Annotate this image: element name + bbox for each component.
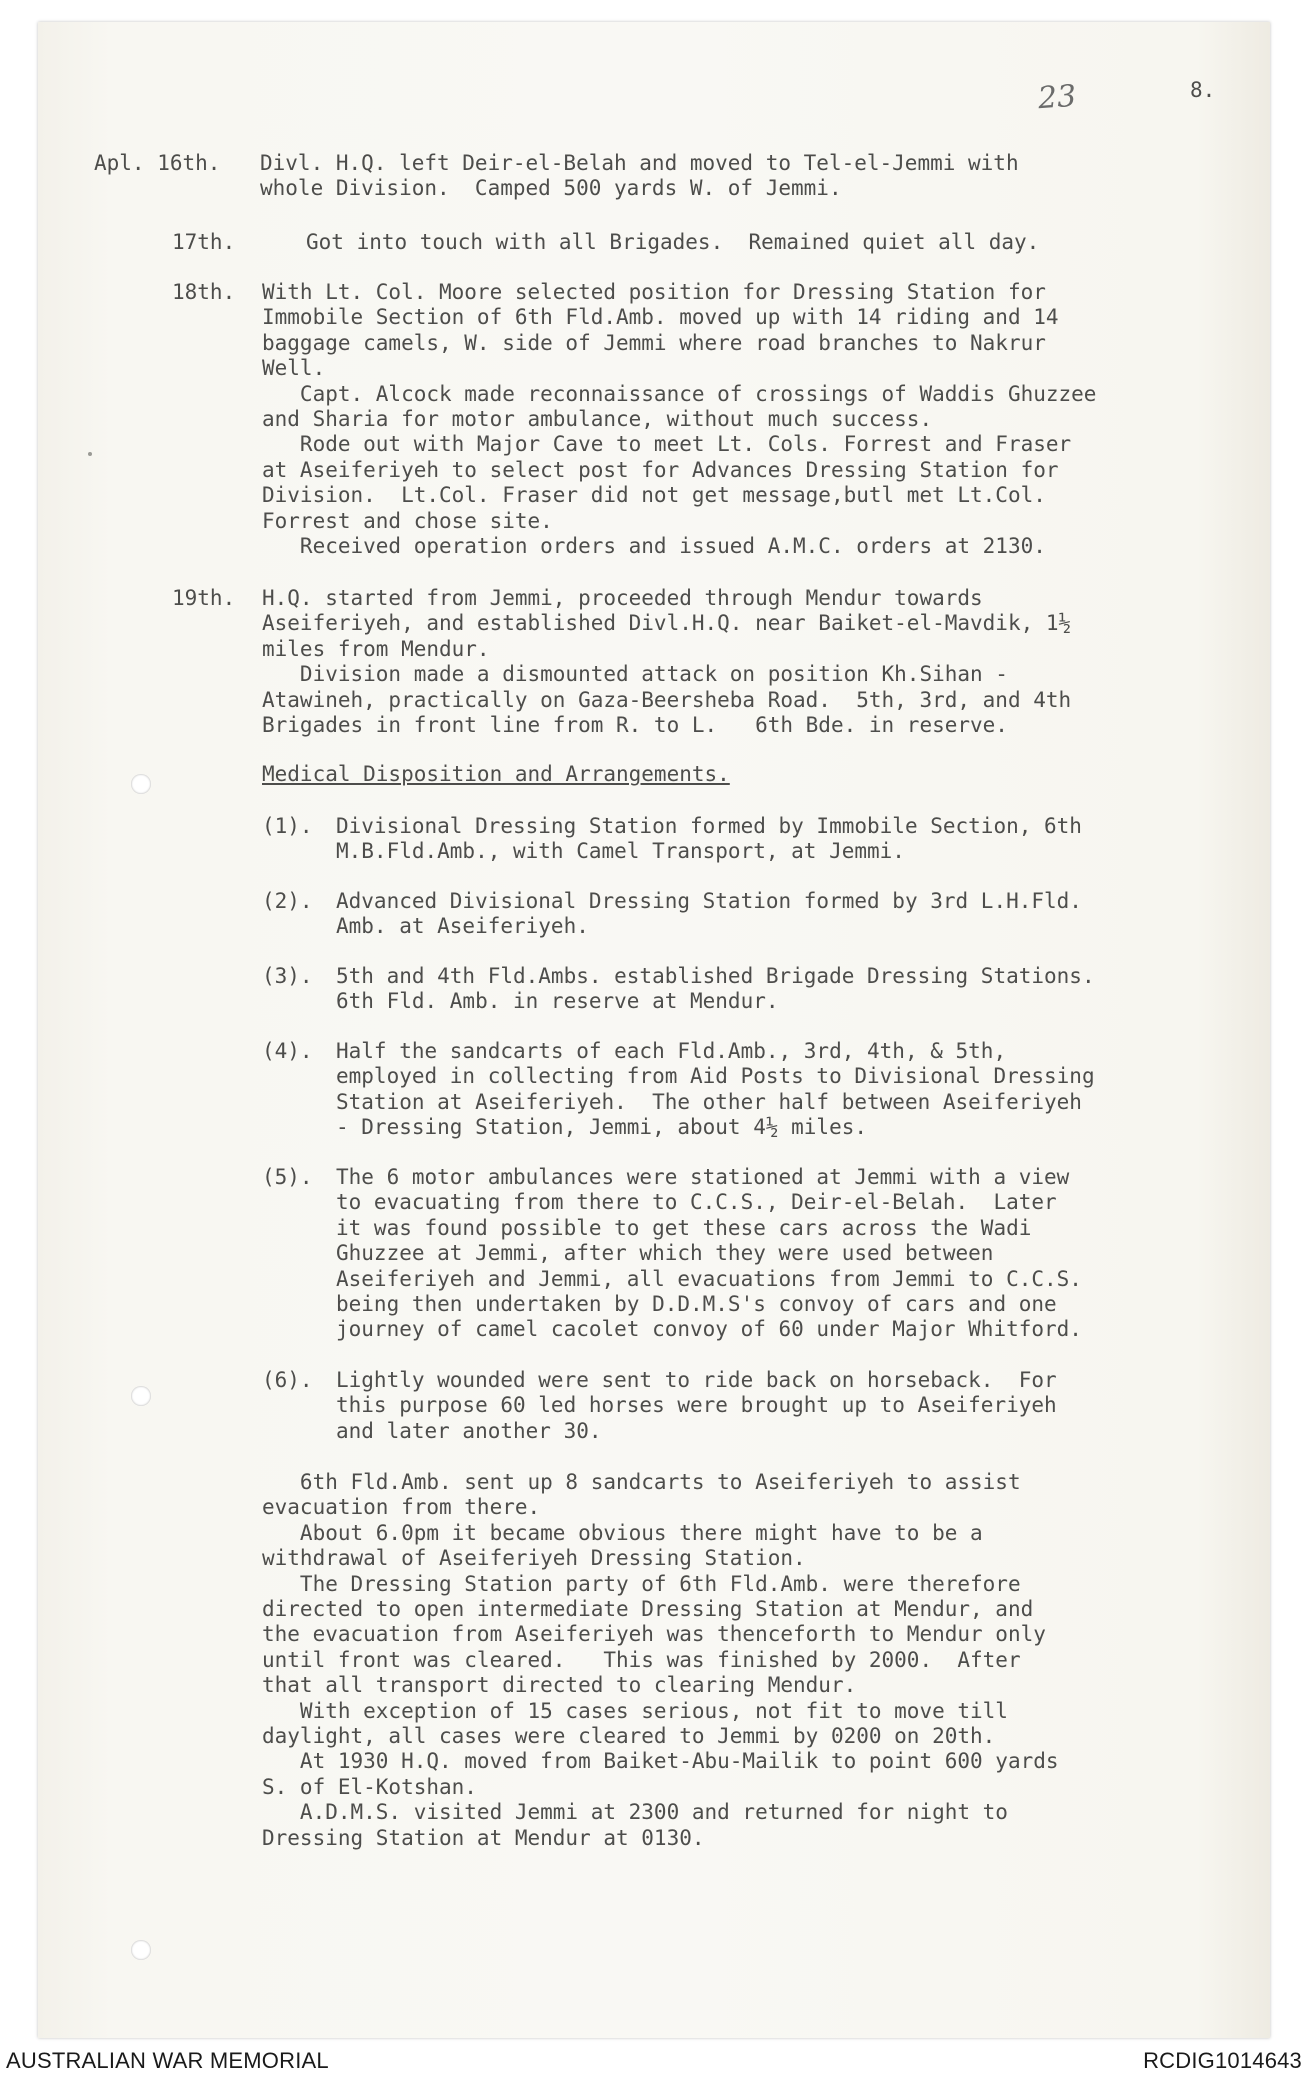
handwritten-folio-number: 23 bbox=[1036, 78, 1078, 117]
page-number: 8. bbox=[1190, 78, 1216, 102]
medical-item-text: Divisional Dressing Station formed by Immobile Section, 6th M.B.Fld.Amb., with Camel Transport, at Jemmi. bbox=[336, 814, 1082, 864]
entry-text-apr18: With Lt. Col. Moore selected position for Dressing Station for Immobile Section of 6th Fld.Amb. moved up with 14 riding and 14 baggage camels, W. side of Jemmi where road branches to Nakrur Well. Capt. Alcock made reconnaissance of crossings of Waddis Ghuzzee and Sharia for motor ambulance, without much success. Rode out with Major Cave to meet Lt. Cols. Forrest and Fraser at Aseiferiyeh to select post for Advances Dressing Station for Division. Lt.Col. Fraser did not get message,butl met Lt.Col. Forrest and chose site. Received operation orders and issued A.M.C. orders at 2130. bbox=[262, 280, 1097, 559]
punch-hole-middle bbox=[131, 1386, 151, 1406]
medical-item-number: (6). bbox=[262, 1368, 313, 1392]
medical-item-text: Advanced Divisional Dressing Station formed by 3rd L.H.Fld. Amb. at Aseiferiyeh. bbox=[336, 889, 1082, 939]
punch-hole-bottom bbox=[131, 1940, 151, 1960]
punch-hole-top bbox=[131, 774, 151, 794]
medical-item-number: (3). bbox=[262, 964, 313, 988]
closing-narrative: 6th Fld.Amb. sent up 8 sandcarts to Aseiferiyeh to assist evacuation from there. About 6.0pm it became obvious there might have to be a withdrawal of Aseiferiyeh Dressing Station. The Dressing Station party of 6th Fld.Amb. were therefore directed to open intermediate Dressing Station at Mendur, and the evacuation from Aseiferiyeh was thenceforth to Mendur only until front was cleared. This was finished by 2000. After that all transport directed to clearing Mendur. With exception of 15 cases serious, not fit to move till daylight, all cases were cleared to Jemmi by 0200 on 20th. At 1930 H.Q. moved from Baiket-Abu-Mailik to point 600 yards S. of El-Kotshan. A.D.M.S. visited Jemmi at 2300 and returned for night to Dressing Station at Mendur at 0130. bbox=[262, 1470, 1059, 1850]
section-heading: Medical Disposition and Arrangements. bbox=[262, 762, 730, 786]
archive-footer-id: RCDIG1014643 bbox=[1143, 2048, 1302, 2073]
medical-item-number: (5). bbox=[262, 1165, 313, 1189]
entry-date-apr16: Apl. 16th. bbox=[94, 151, 221, 175]
paper-speck bbox=[88, 452, 92, 456]
medical-item-number: (1). bbox=[262, 814, 313, 838]
medical-item-number: (2). bbox=[262, 889, 313, 913]
entry-date-apr19: 19th. bbox=[172, 586, 236, 610]
entry-text-apr19: H.Q. started from Jemmi, proceeded through Mendur towards Aseiferiyeh, and established Divl.H.Q. near Baiket-el-Mavdik, 1½ miles from Mendur. Division made a dismounted attack on position Kh.Sihan - Atawineh, practically on Gaza-Beersheba Road. 5th, 3rd, and 4th Brigades in front line from R. to L. 6th Bde. in reserve. bbox=[262, 586, 1072, 738]
entry-date-apr18: 18th. bbox=[172, 280, 236, 304]
entry-text-apr16: Divl. H.Q. left Deir-el-Belah and moved to Tel-el-Jemmi with whole Division. Camped 500 yards W. of Jemmi. bbox=[260, 151, 1019, 201]
archive-footer-source: AUSTRALIAN WAR MEMORIAL bbox=[6, 2048, 329, 2073]
entry-date-apr17: 17th. bbox=[172, 230, 236, 254]
entry-text-apr17: Got into touch with all Brigades. Remained quiet all day. bbox=[306, 230, 1040, 254]
medical-item-text: Lightly wounded were sent to ride back on horseback. For this purpose 60 led horses were brought up to Aseiferiyeh and later another 30. bbox=[336, 1368, 1057, 1443]
medical-item-number: (4). bbox=[262, 1039, 313, 1063]
medical-item-text: 5th and 4th Fld.Ambs. established Brigade Dressing Stations. 6th Fld. Amb. in reserve at Mendur. bbox=[336, 964, 1095, 1014]
medical-item-text: The 6 motor ambulances were stationed at Jemmi with a view to evacuating from there to C.C.S., Deir-el-Belah. Later it was found possible to get these cars across the Wadi Ghuzzee at Jemmi, after which they were used between Aseiferiyeh and Jemmi, all evacuations from Jemmi to C.C.S. being then undertaken by D.D.M.S's convoy of cars and one journey of camel cacolet convoy of 60 under Major Whitford. bbox=[336, 1165, 1082, 1342]
medical-item-text: Half the sandcarts of each Fld.Amb., 3rd, 4th, & 5th, employed in collecting from Aid Posts to Divisional Dressing Station at Aseiferiyeh. The other half between Aseiferiyeh - Dressing Station, Jemmi, about 4½ miles. bbox=[336, 1039, 1095, 1140]
